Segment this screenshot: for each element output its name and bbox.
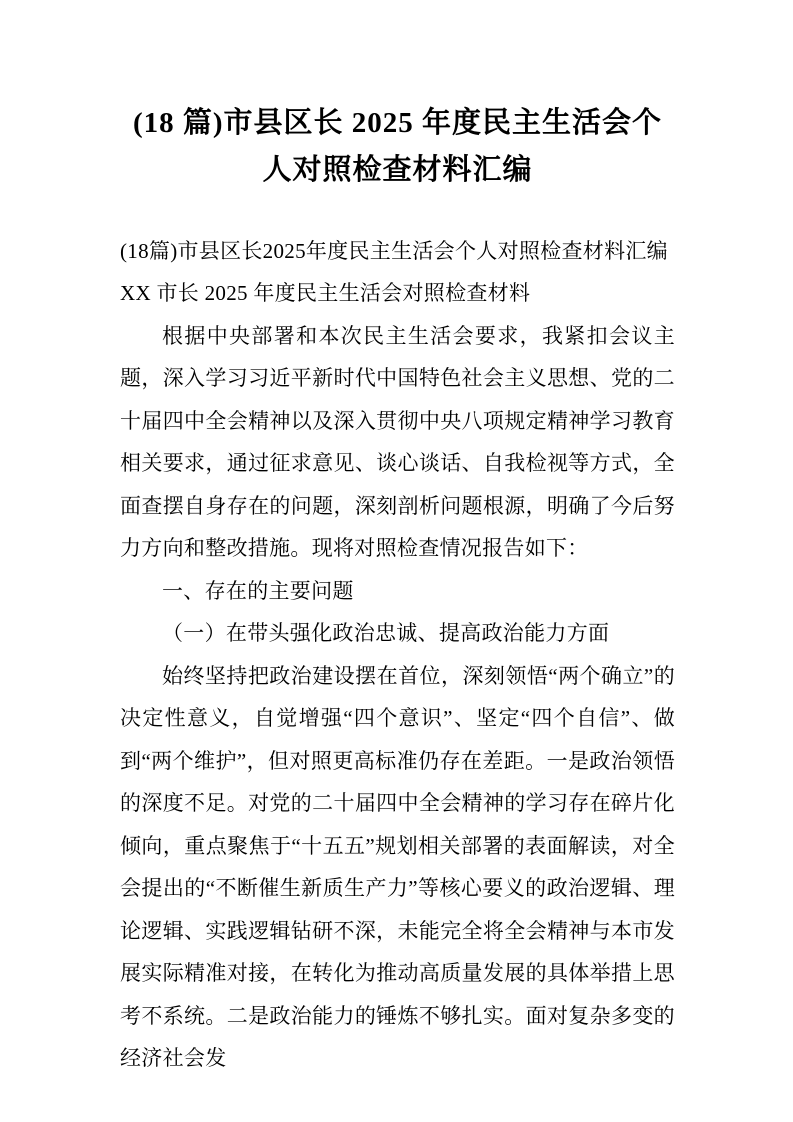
- document-title: (18 篇)市县区长 2025 年度民主生活会个人对照检查材料汇编: [132, 107, 663, 186]
- body-paragraph-political-analysis: 始终坚持把政治建设摆在首位，深刻领悟“两个确立”的决定性意义，自觉增强“四个意识”、坚定“四个自信”、做到“两个维护”，但对照更高标准仍存在差距。一是政治领悟的深度不足。对党的二十届四中全会精神的学习存在碎片化倾向，重点聚焦于“十五五”规划相关部署的表面解读，对全会提出的“不断催生新质生产力”等核心要义的政治逻辑、理论逻辑、实践逻辑钻研不深，未能完全将全会精神与本市发展实际精准对接，在转化为推动高质量发展的具体举措上思考不系统。二是政治能力的锤炼不够扎实。面对复杂多变的经济社会发: [120, 663, 675, 1071]
- subsection-heading-political-loyalty: （一）在带头强化政治忠诚、提高政治能力方面: [162, 621, 610, 646]
- header-paragraph-compilation: (18篇)市县区长2025年度民主生活会个人对照检查材料汇编: [120, 238, 668, 263]
- header-paragraph-subtitle: XX 市长 2025 年度民主生活会对照检查材料: [120, 281, 531, 306]
- section-heading-main-problems: 一、存在的主要问题: [162, 578, 354, 603]
- body-paragraph-intro: 根据中央部署和本次民主生活会要求，我紧扣会议主题，深入学习习近平新时代中国特色社会主义思想、党的二十届四中全会精神以及深入贯彻中央八项规定精神学习教育相关要求，通过征求意见、谈心谈话、自我检视等方式，全面查摆自身存在的问题，深刻剖析问题根源，明确了今后努力方向和整改措施。现将对照检查情况报告如下：: [120, 323, 675, 561]
